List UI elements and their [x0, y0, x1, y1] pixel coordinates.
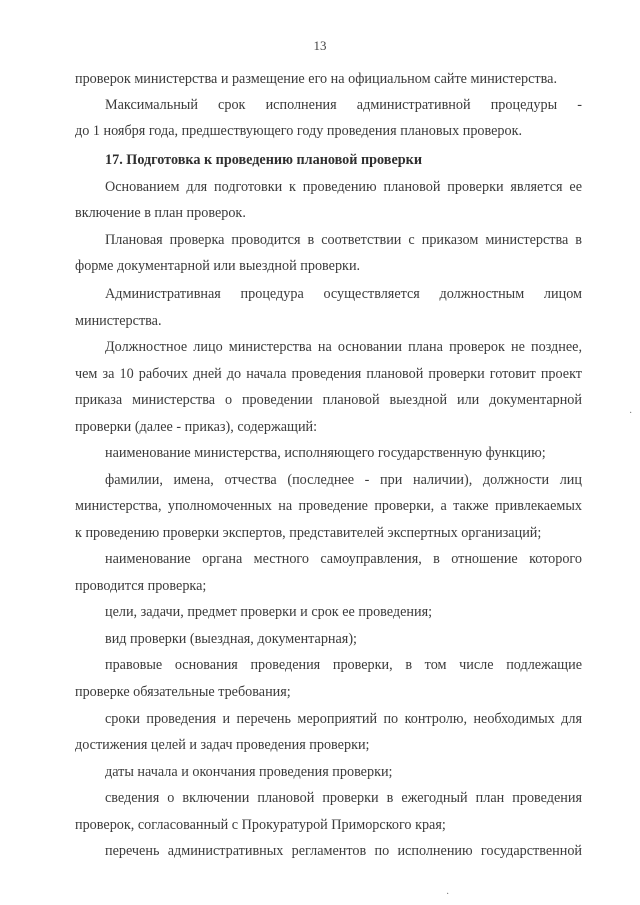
page-number: 13: [313, 38, 327, 53]
text-line: Основанием для подготовки к проведению плановой проверки является ее: [105, 179, 582, 195]
text-line: до 1 ноября года, предшествующего году проведения плановых проверок.: [75, 123, 523, 139]
text-line: фамилии, имена, отчества (последнее - при наличии), должности лиц: [105, 472, 582, 488]
scan-speck: ·: [446, 889, 450, 900]
text-line: министерства.: [75, 313, 162, 329]
text-line: проверок, согласованный с Прокуратурой Приморского края;: [75, 817, 446, 833]
text-line: Максимальный срок исполнения административной процедуры -: [105, 97, 582, 113]
section-heading: 17. Подготовка к проведению плановой проверки: [105, 152, 422, 168]
text-line: проверке обязательные требования;: [75, 684, 291, 700]
text-line: к проведению проверки экспертов, представителей экспертных организаций;: [75, 525, 542, 541]
text-line: форме документарной или выездной проверки.: [75, 258, 361, 274]
text-line: сведения о включении плановой проверки в ежегодный план проведения: [105, 790, 582, 806]
text-line: проверки (далее - приказ), содержащий:: [75, 419, 318, 435]
text-line: даты начала и окончания проведения проверки;: [105, 764, 393, 780]
text-line: Должностное лицо министерства на основании плана проверок не позднее,: [105, 339, 582, 355]
text-line: проводится проверка;: [75, 578, 207, 594]
text-line: чем за 10 рабочих дней до начала проведения плановой проверки готовит проект: [75, 366, 582, 382]
text-line: сроки проведения и перечень мероприятий по контролю, необходимых для: [105, 711, 582, 727]
text-line: правовые основания проведения проверки, в том числе подлежащие: [105, 657, 582, 673]
text-line: достижения целей и задач проведения проверки;: [75, 737, 370, 753]
text-line: вид проверки (выездная, документарная);: [105, 631, 358, 647]
text-line: проверок министерства и размещение его на официальном сайте министерства.: [75, 71, 557, 87]
text-line: перечень административных регламентов по исполнению государственной: [105, 843, 582, 859]
text-line: наименование органа местного самоуправления, в отношение которого: [105, 551, 582, 567]
text-line: наименование министерства, исполняющего государственную функцию;: [105, 445, 546, 461]
text-line: Административная процедура осуществляется должностным лицом: [105, 286, 582, 302]
scan-speck: ·: [629, 408, 633, 419]
text-line: цели, задачи, предмет проверки и срок ее проведения;: [105, 604, 433, 620]
text-line: приказа министерства о проведении плановой выездной или документарной: [75, 392, 582, 408]
text-line: включение в план проверок.: [75, 205, 246, 221]
text-line: Плановая проверка проводится в соответствии с приказом министерства в: [105, 232, 582, 248]
text-line: министерства, уполномоченных на проведение проверки, а также привлекаемых: [75, 498, 582, 514]
